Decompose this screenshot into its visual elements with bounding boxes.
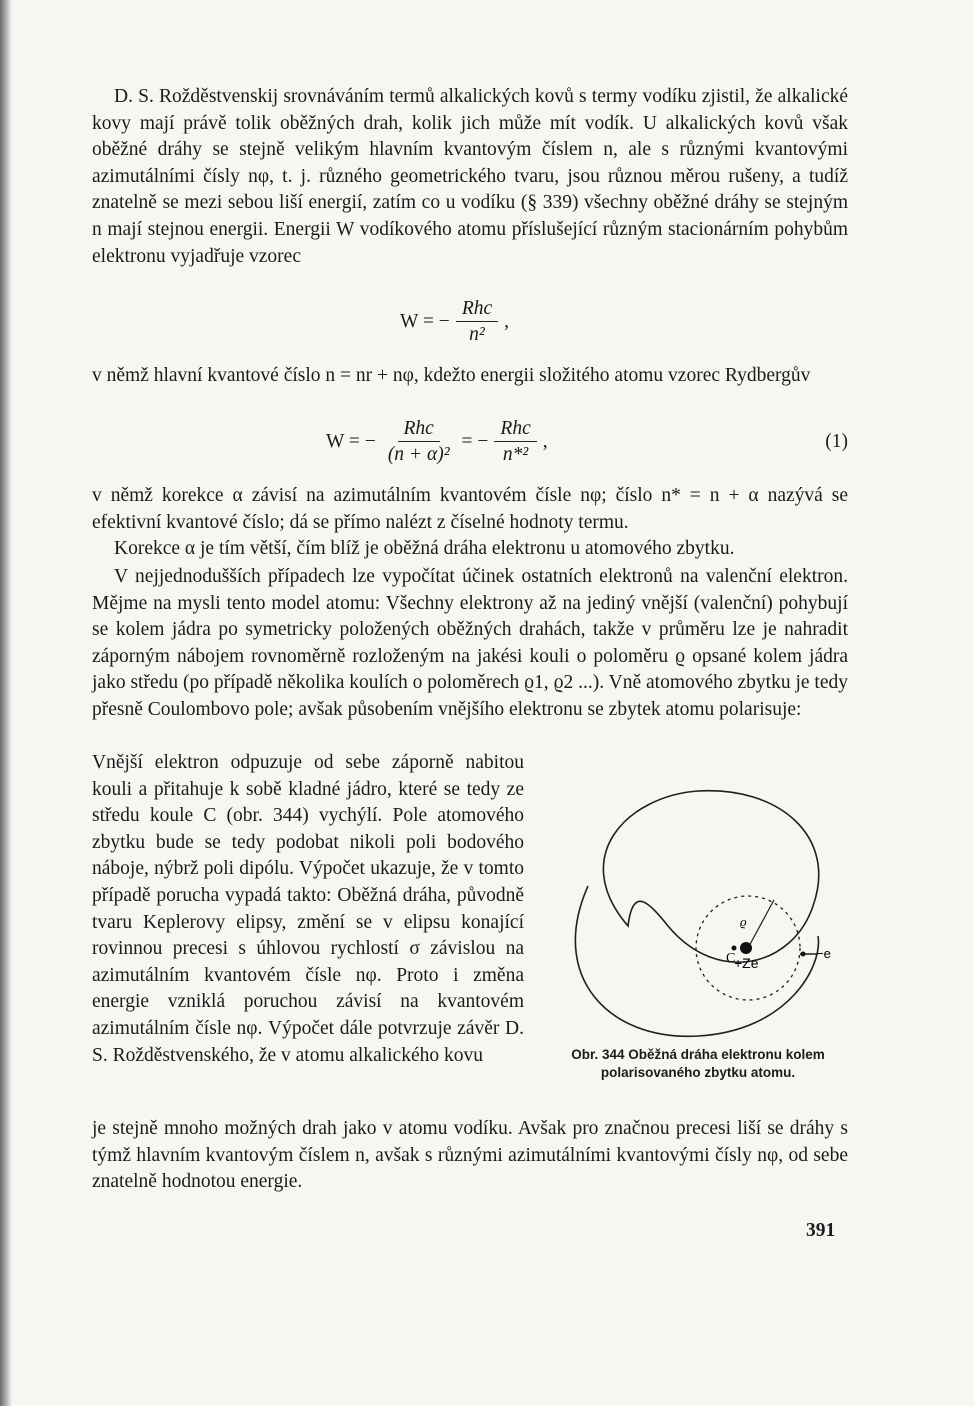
paragraph-4: Korekce α je tím větší, čím blíž je oběžná dráha elektronu u atomového zbytku.	[114, 538, 735, 559]
eq2-lhs: W = −	[326, 431, 376, 452]
paragraph-5: V nejjednodušších případech lze vypočítat účinek ostatních elektronů na valenční elektron. Mějme na mysli tento model atomu: Všechny elektrony až na jediný vnější (valenční) pohybují se kolem jádra po symetricky položených oběžných drahách, takže v průměru lze je nahradit záporným nábojem rovnoměrně rozloženým na jakési kouli o poloměru ϱ opsané kolem jádra jako středu (po případě několika koulích o poloměrech ϱ1, ϱ2 ...). Vně atomového zbytku je tedy přesně Coulombovo pole; avšak působením vnějšího elektronu se zbytek atomu polarisuje:	[92, 566, 848, 720]
equation-rydberg	[326, 418, 848, 466]
page-number: 391	[806, 1220, 836, 1241]
eq2-fraction-2	[494, 418, 536, 466]
label-electron: −e	[816, 946, 831, 961]
paragraph-1: D. S. Rožděstvenskij srovnáváním termů alkalických kovů s termy vodíku zjistil, že alkalické kovy mají právě tolik oběžných drah, kolik jich může mít vodík. U alkalických kovů však oběžné dráhy se stejně velikým hlavním kvantovým číslem n, ale s různými kvantovými azimutálními čísly nφ, t. j. různého geometrického tvaru, jsou různou měrou rušeny, a tudíž znatelně se mezi sebou liší energií, zatím co u vodíku (§ 339) všechny oběžné dráhy se stejným n mají stejnou energii. Energii W vodíkového atomu příslušející různým stacionárním pohybům elektronu vyjadřuje vzorec	[92, 86, 848, 267]
orbit-ellipse-1	[603, 791, 818, 963]
paragraph-6: je stejně mnoho možných drah jako v atomu vodíku. Avšak pro značnou precesi liší se dráhy s týmž hlavním kvantovým číslem n, avšak s různými azimutálními kvantovými čísly nφ, od sebe znatelně hodnotou energie.	[92, 1118, 848, 1193]
eq1-lhs: W = −	[400, 311, 450, 332]
eq1-fraction	[456, 298, 498, 346]
equation-number: (1)	[825, 431, 848, 452]
eq2-fraction-1	[382, 418, 456, 466]
paragraph-3: v němž korekce α závisí na azimutálním kvantovém čísle nφ; číslo n* = n + α nazývá se efektivní kvantové číslo; dá se přímo nalézt z číselné hodnoty termu.	[92, 485, 848, 533]
nucleus-icon	[740, 942, 752, 954]
center-point	[732, 946, 737, 951]
label-charge: +Ze	[734, 955, 759, 971]
paragraph-2: v němž hlavní kvantové číslo n = nr + nφ, kdežto energii složitého atomu vzorec Rydbergův	[92, 365, 811, 386]
eq2-denominator-2: n*²	[502, 444, 529, 465]
eq1-denominator: n²	[469, 324, 485, 345]
eq2-numerator-1: Rhc	[398, 418, 440, 442]
orbit-figure	[548, 776, 848, 1046]
radius-line	[748, 900, 774, 948]
electron-point	[801, 952, 806, 957]
eq2-mid: = −	[461, 431, 489, 452]
label-rho: ϱ	[740, 914, 747, 929]
eq2-denominator-1: (n + α)²	[387, 444, 450, 465]
paragraph-5-column: Vnější elektron odpuzuje od sebe záporně nabitou kouli a přitahuje k sobě kladné jádro, které se tedy ze středu koule C (obr. 344) vychýlí. Pole atomového zbytku bude se tedy podobat nikoli poli bodového náboje, nýbrž poli dipólu. Výpočet ukazuje, že v tomto případě porucha vypadá takto: Oběžná dráha, původně tvaru Keplerovy elipsy, změní se v elipsu konající rovinnou precesi s úhlovou rychlostí σ závislou na azimutálním kvantovém čísle nφ. Proto i změna energie vzniklá poruchou závisí na kvantovém azimutálním čísle nφ. Výpočet dále potvrzuje závěr D. S. Rožděstvenského, že v atomu alkalického kovu	[92, 752, 524, 1066]
page-edge-shadow	[0, 0, 12, 1406]
label-center: C	[726, 951, 736, 966]
eq1-tail: ,	[504, 311, 510, 332]
figure-caption: Obr. 344 Oběžná dráha elektronu kolem polarisovaného zbytku atomu.	[571, 1047, 825, 1080]
equation-hydrogen-energy	[400, 298, 509, 346]
eq1-numerator: Rhc	[456, 298, 498, 322]
eq2-numerator-2: Rhc	[494, 418, 536, 442]
eq2-tail: ,	[542, 431, 548, 452]
